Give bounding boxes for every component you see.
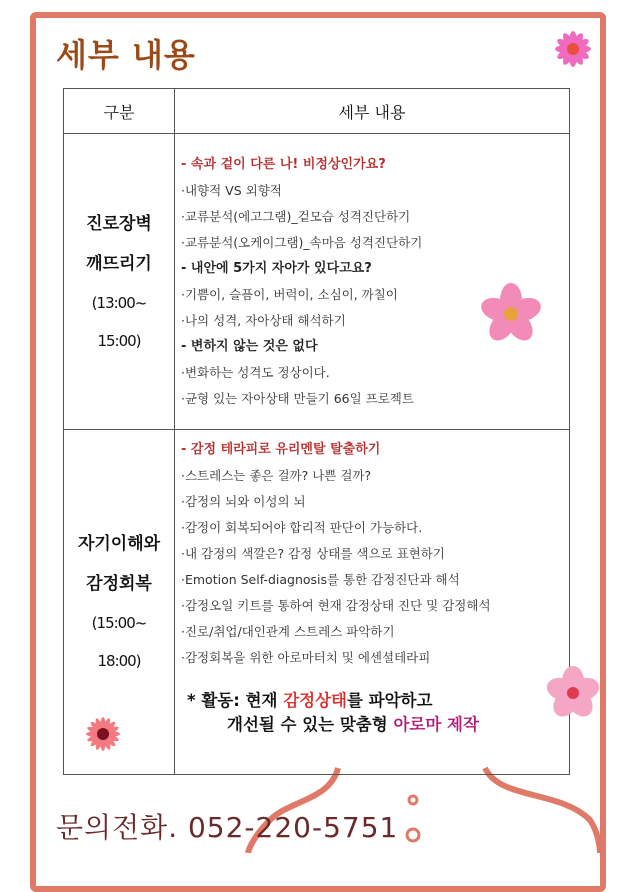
category-cell — [64, 134, 175, 430]
details-cell — [175, 430, 570, 775]
list-item: ·변화하는 성격도 정상이다. — [181, 364, 330, 380]
section-heading: - 내안에 5가지 자아가 있다고요? — [181, 260, 372, 276]
time-label: 18:00) — [97, 652, 141, 670]
section-heading: - 감정 테라피로 유리멘탈 탈출하기 — [181, 442, 381, 457]
category-label: 감정회복 — [86, 574, 152, 594]
contact-phone: 문의전화. 052-220-5751 — [56, 811, 399, 844]
list-item: ·진로/취업/대인관계 스트레스 파악하기 — [181, 624, 395, 639]
list-item: ·감정회복을 위한 아로마터치 및 에센셜테라피 — [181, 650, 431, 665]
section-heading: - 속과 겉이 다른 나! 비정상인가요? — [181, 156, 386, 172]
list-item: ·균형 있는 자아상태 만들기 66일 프로젝트 — [181, 390, 414, 406]
list-item: ·내 감정의 색깔은? 감정 상태를 색으로 표현하기 — [181, 546, 445, 561]
time-label: (15:00~ — [91, 614, 147, 632]
list-item: ·스트레스는 좋은 걸까? 나쁜 걸까? — [181, 468, 372, 483]
column-header-details: 세부 내용 — [175, 89, 570, 134]
details-cell — [175, 134, 570, 430]
list-item: ·기쁨이, 슬픔이, 버럭이, 소심이, 까칠이 — [181, 286, 398, 302]
time-label: (13:00~ — [91, 293, 147, 312]
category-label: 깨뜨리기 — [86, 253, 152, 274]
category-label: 자기이해와 — [77, 534, 161, 554]
time-label: 15:00) — [97, 331, 141, 350]
pink-hibiscus-icon — [543, 664, 603, 722]
pink-blossom-icon — [480, 280, 542, 350]
table-row — [64, 134, 570, 430]
category-cell — [64, 430, 175, 775]
list-item: ·Emotion Self-diagnosis를 통한 감정진단과 해석 — [181, 572, 460, 587]
list-item: ·감정이 회복되어야 합리적 판단이 가능하다. — [181, 520, 423, 535]
section-heading: - 변하지 않는 것은 없다 — [181, 338, 318, 354]
gerbera-flower-icon — [78, 704, 128, 764]
list-item: ·나의 성격, 자아상태 해석하기 — [181, 312, 346, 328]
page-title: 세부 내용 — [56, 36, 196, 74]
table-header-row — [64, 89, 570, 134]
table-row — [64, 430, 570, 775]
list-item: ·내향적 VS 외향적 — [181, 182, 282, 198]
list-item: ·교류분석(오케이그램)_속마음 성격진단하기 — [181, 234, 423, 250]
pink-daisy-icon — [548, 24, 598, 74]
list-item: ·감정의 뇌와 이성의 뇌 — [181, 494, 306, 509]
details-table — [63, 88, 570, 775]
list-item: ·감정오일 키트를 통하여 현재 감정상태 진단 및 감정해석 — [181, 598, 491, 613]
list-item: ·교류분석(에고그램)_겉모습 성격진단하기 — [181, 208, 411, 224]
category-label: 진로장벽 — [86, 213, 152, 234]
activity-note: * 활동: 현재 감정상태를 파악하고 개선될 수 있는 맞춤형 아로마 제작 — [187, 691, 479, 734]
column-header-category: 구분 — [64, 89, 175, 134]
